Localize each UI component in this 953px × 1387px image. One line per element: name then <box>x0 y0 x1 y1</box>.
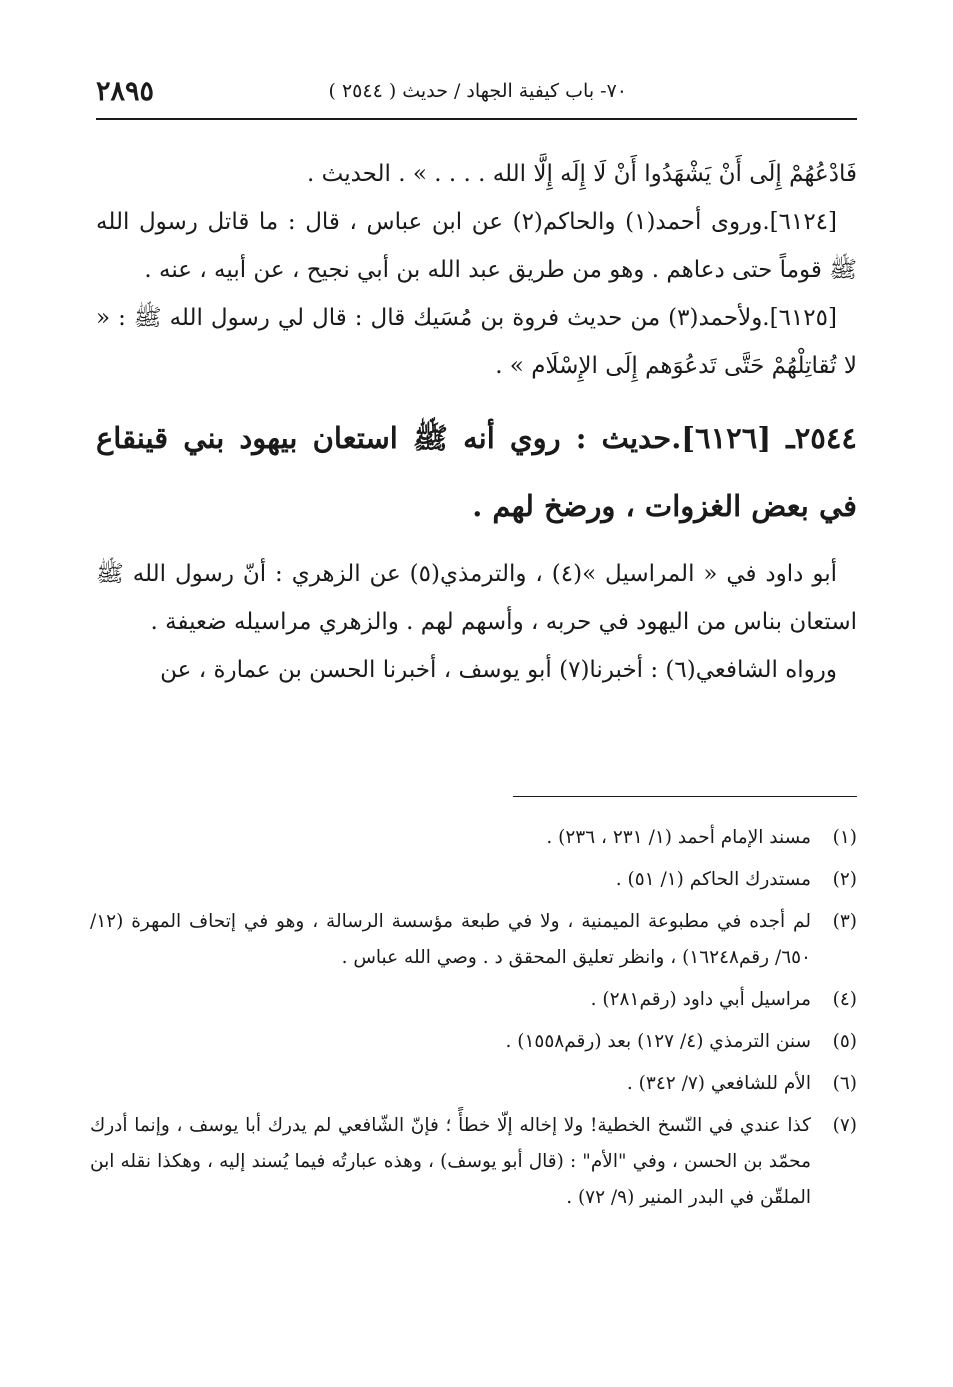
footnote <box>90 982 857 1018</box>
footnotes <box>90 820 857 1222</box>
main-text <box>96 150 857 694</box>
footnote <box>90 862 857 898</box>
footnote-text: مستدرك الحاكم (١/ ٥١) . <box>615 869 811 890</box>
footnote-number: (١) <box>832 827 857 848</box>
footnote <box>90 1066 857 1102</box>
footnote-text: الأم للشافعي (٧/ ٣٤٢) . <box>626 1073 811 1094</box>
footnote-text: سنن الترمذي (٤/ ١٢٧) بعد (رقم١٥٥٨) . <box>505 1031 811 1052</box>
footnote-text: لم أجده في مطبوعة الميمنية ، ولا في طبعة مؤسسة الرسالة ، وهو في إتحاف المهرة (١٢/ ٦٥٠/ رقم١٦٢٤٨) ، وانظر تعليق المحقق د . وصي الله عباس . <box>90 911 811 968</box>
footnote <box>90 1024 857 1060</box>
footnote-number: (٣) <box>832 911 857 932</box>
body-paragraph-3: [٦١٢٥].ولأحمد(٣) من حديث فروة بن مُسَيك قال : قال لي رسول الله ﷺ : « لا تُقاتِلْهُمْ حَتَّى تَدعُوَهم إِلَى الإِسْلَام » . <box>96 305 857 379</box>
footnote-number: (٧) <box>832 1115 857 1136</box>
footnote <box>90 820 857 856</box>
footnote-number: (٦) <box>832 1073 857 1094</box>
body-paragraph-4: أبو داود في « المراسيل »(٤) ، والترمذي(٥) عن الزهري : أنّ رسول الله ﷺ استعان بناس من اليهود في حربه ، وأسهم لهم . والزهري مراسيله ضعيفة . <box>96 561 857 635</box>
footnote <box>90 904 857 976</box>
page-number: ٢٨٩٥ <box>96 76 155 107</box>
footnote <box>90 1108 857 1216</box>
hadith-heading: ٢٥٤٤ـ [٦١٢٦].حديث : روي أنه ﷺ استعان بيهود بني قينقاع في بعض الغزوات ، ورضخ لهم . <box>96 421 857 523</box>
running-head: ٧٠- باب كيفية الجهاد / حديث ( ٢٥٤٤ ) <box>328 80 627 102</box>
body-paragraph-2: [٦١٢٤].وروى أحمد(١) والحاكم(٢) عن ابن عباس ، قال : ما قاتل رسول الله ﷺ قوماً حتى دعاهم . وهو من طريق عبد الله بن أبي نجيح ، عن أبيه ، عنه . <box>96 209 857 283</box>
body-paragraph-1: فَادْعُهُمْ إِلَى أَنْ يَشْهَدُوا أَنْ لَا إِلَه إِلَّا الله . . . . » . الحديث . <box>306 161 857 187</box>
page-header <box>96 72 857 120</box>
footnote-number: (٤) <box>832 989 857 1010</box>
footnote-number: (٢) <box>832 869 857 890</box>
footnote-text: كذا عندي في النّسخ الخطية! ولا إخاله إلّا خطأً ؛ فإنّ الشّافعي لم يدرك أبا يوسف ، وإنما أدرك محمّد بن الحسن ، وفي "الأم" : (قال أبو يوسف) ، وهذه عبارتُه فيما يُسند إليه ، وهكذا نقله ابن الملقّن في البدر المنير (٩/ ٧٢) . <box>90 1115 811 1208</box>
body-paragraph-5: ورواه الشافعي(٦) : أخبرنا(٧) أبو يوسف ، أخبرنا الحسن بن عمارة ، عن <box>160 657 837 683</box>
footnote-text: مراسيل أبي داود (رقم٢٨١) . <box>590 989 811 1010</box>
footnote-divider <box>513 796 857 797</box>
footnote-number: (٥) <box>832 1031 857 1052</box>
footnote-text: مسند الإمام أحمد (١/ ٢٣١ ، ٢٣٦) . <box>546 827 811 848</box>
